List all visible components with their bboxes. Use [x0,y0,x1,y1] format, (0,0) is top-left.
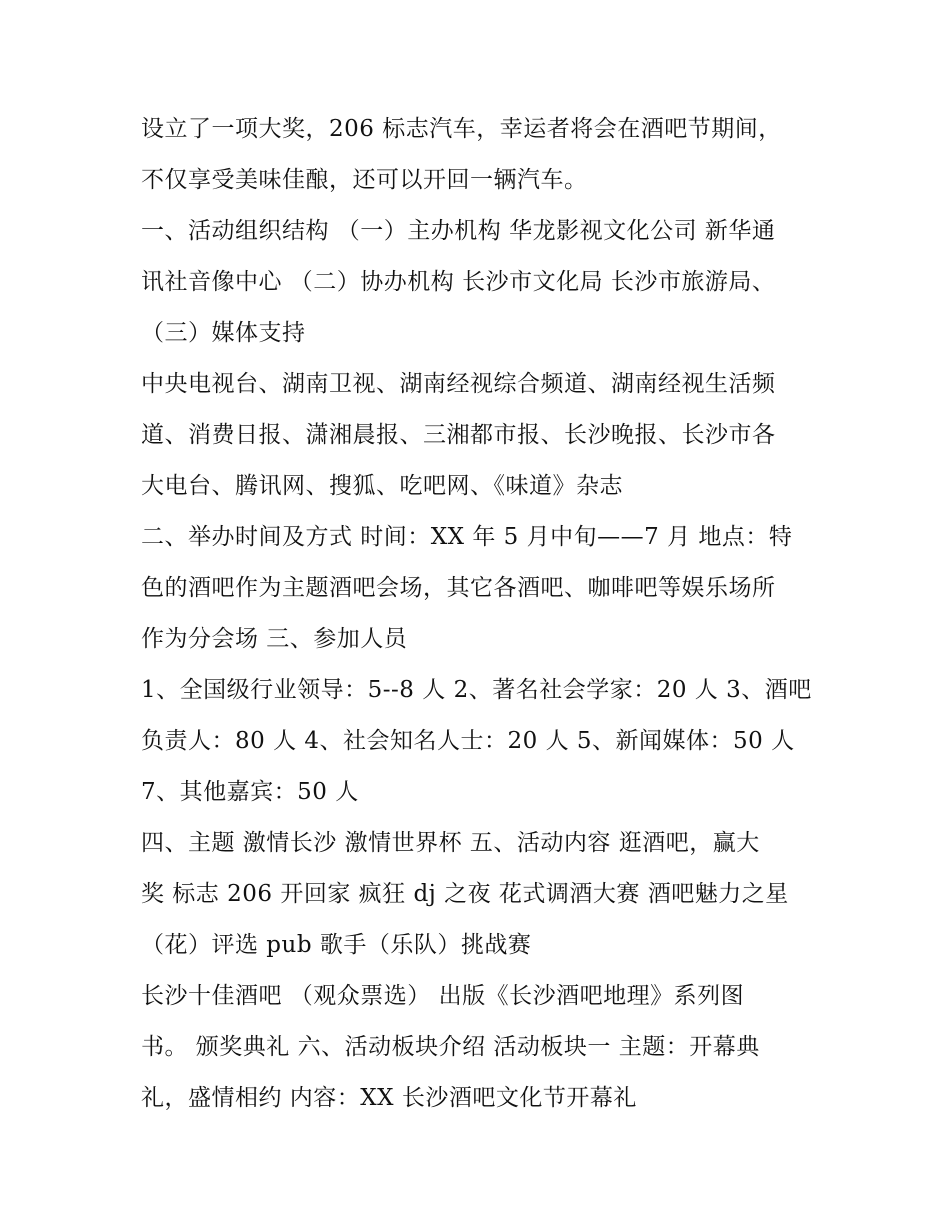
text-line: 1、全国级行业领导：5--8 人 2、著名社会学家：20 人 3、酒吧 [141,677,812,703]
text-line: 大电台、腾讯网、搜狐、吃吧网、《味道》杂志 [141,473,623,499]
text-line: 道、消费日报、潇湘晨报、三湘都市报、长沙晚报、长沙市各 [141,422,776,448]
text-line: 礼，盛情相约 内容：XX 长沙酒吧文化节开幕礼 [141,1085,637,1111]
text-line: 讯社音像中心 （二）协办机构 长沙市文化局 长沙市旅游局、 [141,269,776,295]
text-line: 作为分会场 三、参加人员 [141,626,408,652]
text-line: （花）评选 pub 歌手（乐队）挑战赛 [141,932,532,958]
document-body [141,104,821,1124]
text-line: 负责人：80 人 4、社会知名人士：20 人 5、新闻媒体：50 人 [141,728,795,754]
text-line: 奖 标志 206 开回家 疯狂 dj 之夜 花式调酒大赛 酒吧魅力之星 [141,881,789,907]
text-line: 不仅享受美味佳酿，还可以开回一辆汽车。 [141,167,588,193]
text-line: （三）媒体支持 [141,320,306,346]
text-line: 一、活动组织结构 （一）主办机构 华龙影视文化公司 新华通 [141,218,776,244]
text-line: 色的酒吧作为主题酒吧会场，其它各酒吧、咖啡吧等娱乐场所 [141,575,776,601]
text-line: 中央电视台、湖南卫视、湖南经视综合频道、湖南经视生活频 [141,371,776,397]
text-line: 二、举办时间及方式 时间：XX 年 5 月中旬——7 月 地点：特 [141,524,793,550]
text-line: 7、其他嘉宾：50 人 [141,779,359,805]
text-line: 设立了一项大奖，206 标志汽车，幸运者将会在酒吧节期间， [141,116,782,142]
text-line: 长沙十佳酒吧 （观众票选） 出版《长沙酒吧地理》系列图 [141,983,745,1009]
text-line: 书。 颁奖典礼 六、活动板块介绍 活动板块一 主题：开幕典 [141,1034,760,1060]
text-line: 四、主题 激情长沙 激情世界杯 五、活动内容 逛酒吧，赢大 [141,830,760,856]
